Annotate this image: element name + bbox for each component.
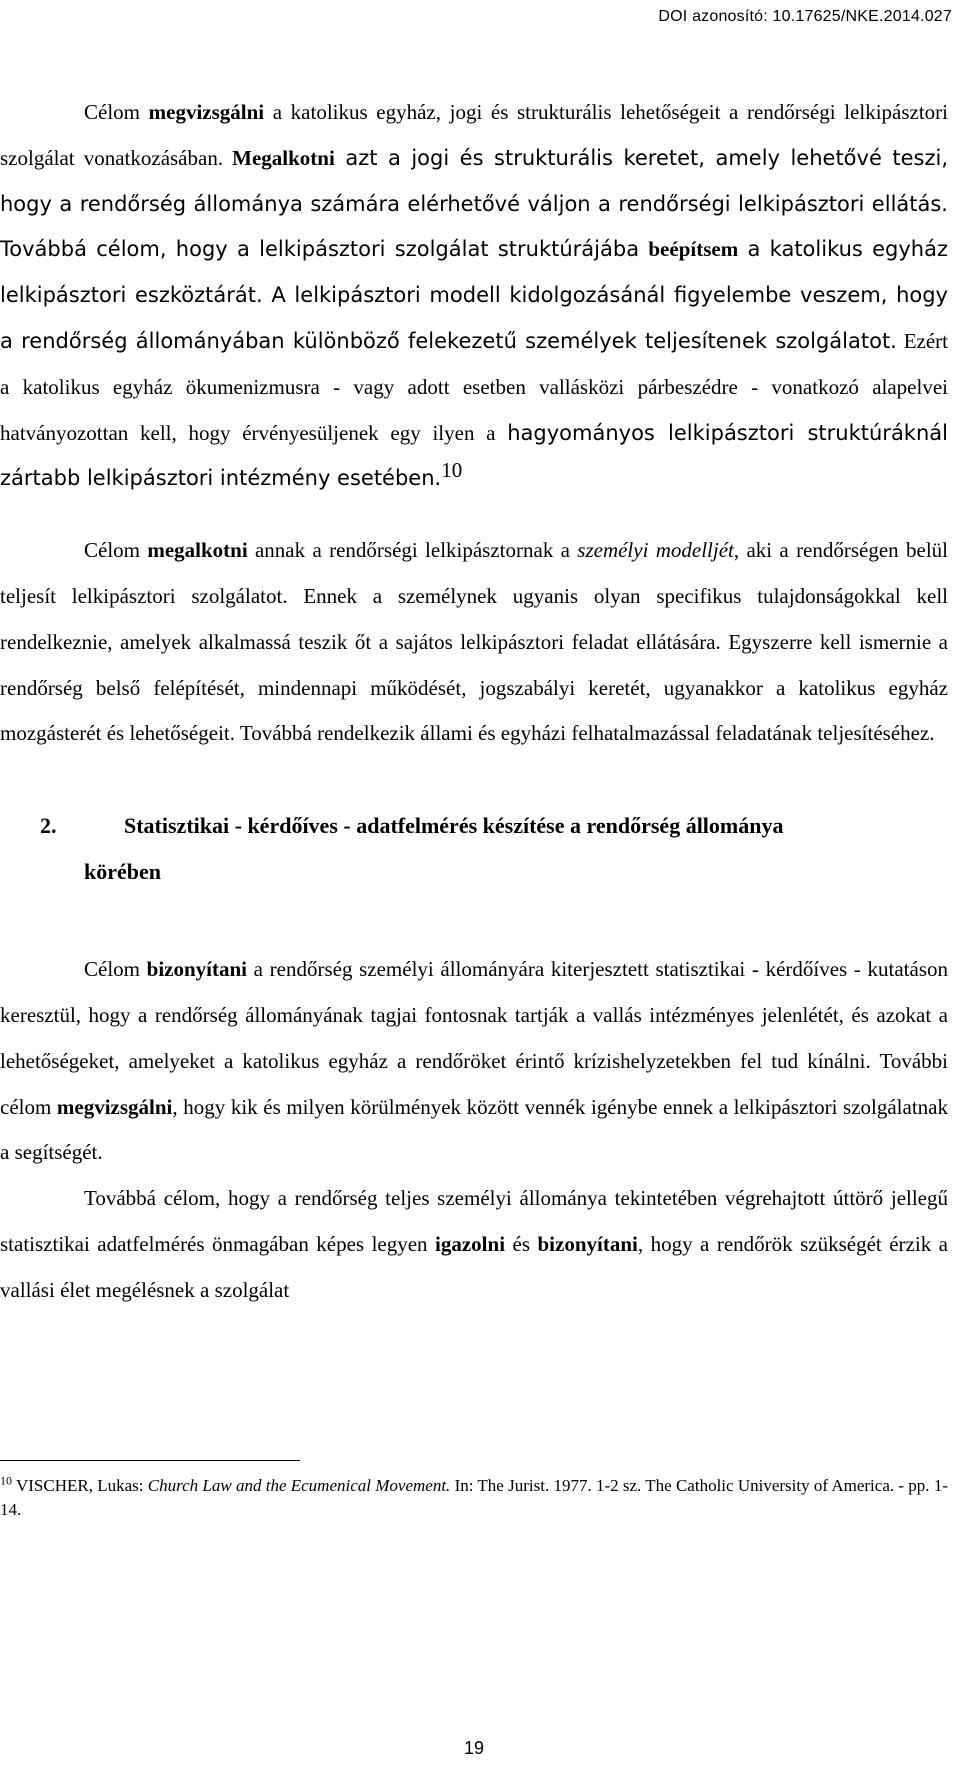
main-content [0, 90, 948, 1314]
text: Célom [84, 957, 147, 982]
text: , aki a rendőrségen belül teljesít lelkipásztori szolgálatot. Ennek a személynek ugyanis olyan specifikus tulajdonságokkal kell rendelkeznie, amelyek alkalmassá teszik őt a sajátos lelkipásztori feladat ellátására. Egyszerre kell ismernie a rendőrség belső felépítését, mindennapi működését, jogszabályi keretét, ugyanakkor a katolikus egyház mozgásterét és lehetőségeit. Továbbá rendelkezik állami és egyházi felhatalmazással feladatának teljesítéséhez. [0, 538, 948, 746]
footnote-author-initial: V [15, 1476, 29, 1495]
paragraph-goals-4 [0, 1176, 948, 1313]
footnote-reference: 10 [441, 458, 463, 483]
text: a katolikus egyház, jogi és strukturális lehetőségeit a rendőrségi lelkipásztori szolgálat vonatkozásában. [0, 100, 949, 170]
footnote-number: 10 [0, 1473, 12, 1488]
text: a katolikus egyház lelkipásztori eszköztárát. A lelkipásztori modell kidolgozásánál figyelembe veszem, hogy a rendőrség állományában különböző felekezetű személyek teljesítenek szolgálatot. [0, 237, 949, 353]
footnote-author-rest: ISCHER [28, 1476, 89, 1495]
section-title-line1: Statisztikai - kérdőíves - adatfelmérés készítése a rendőrség állománya [124, 813, 784, 839]
text: , hogy a rendőrök szükségét érzik a vallási élet megélésnek a szolgálat [0, 1231, 949, 1302]
text: a rendőrség személyi állományára kiterjesztett statisztikai - kérdőíves - kutatáson keresztül, hogy a rendőrség állományának tagjai fontosnak tartják a vallás intézményes jelenlétét, és azokat a lehetőségeket, amelyeket a katolikus egyház a rendőröket érintő krízishelyzetekben fel tud kínálni. További célom [0, 957, 948, 1119]
emphasis: bizonyítani [537, 1231, 638, 1256]
text: Célom [84, 538, 148, 563]
footnote-source: In: The Jurist. 1977. 1-2 sz. The Catholic University of America. - pp. 1-14. [0, 1476, 948, 1519]
section-number: 2. [40, 813, 57, 839]
paragraph-goals-2 [0, 528, 948, 757]
emphasis: Megalkotni [232, 145, 335, 170]
footnote-title: Church Law and the Ecumenical Movement. [147, 1476, 451, 1495]
page-number: 19 [463, 1738, 485, 1758]
text: azt a jogi és strukturális keretet, amely lehetővé teszi, hogy a rendőrség állománya számára elérhetővé váljon a rendőrségi lelkipásztori ellátás. Továbbá célom, hogy a lelkipásztori szolgálat struktúrájába [0, 145, 948, 262]
text: Továbbá célom, hogy a rendőrség teljes személyi állománya tekintetében végrehajtott úttörő jellegű statisztikai adatfelmérés önmagában képes legyen [0, 1186, 948, 1256]
text: Célom [84, 100, 149, 124]
section-heading [0, 803, 948, 895]
text: és [505, 1231, 538, 1256]
text: , hogy kik és milyen körülmények között vennék igénybe ennek a lelkipásztori szolgálatnak a segítségét. [0, 1094, 948, 1165]
footnote [0, 1474, 948, 1522]
footnote-separator [0, 1460, 300, 1461]
emphasis: beépítsem [648, 237, 739, 262]
text: annak a rendőrségi lelkipásztornak a [247, 538, 578, 563]
section-title-line2: körében [84, 859, 161, 885]
italic-term: személyi modelljét [577, 538, 734, 563]
text: hagyományos lelkipásztori struktúráknál zártabb lelkipásztori intézmény esetében. [0, 420, 948, 491]
emphasis: bizonyítani [146, 957, 248, 982]
paragraph-goals-3 [0, 947, 948, 1176]
text: Ezért a katolikus egyház ökumenizmusra - vagy adott esetben vallásközi párbeszédre - vonatkozó alapelvei hatványozottan kell, hogy érvényesüljenek egy ilyen a [0, 328, 948, 445]
doi-header: DOI azonosító: 10.17625/NKE.2014.027 [658, 8, 952, 25]
emphasis: megvizsgálni [56, 1094, 173, 1119]
emphasis: megalkotni [147, 538, 248, 563]
emphasis: megvizsgálni [148, 100, 265, 124]
footnote-author-tail: , Lukas: [88, 1476, 148, 1495]
paragraph-goals-1 [0, 90, 948, 502]
emphasis: igazolni [435, 1231, 506, 1256]
